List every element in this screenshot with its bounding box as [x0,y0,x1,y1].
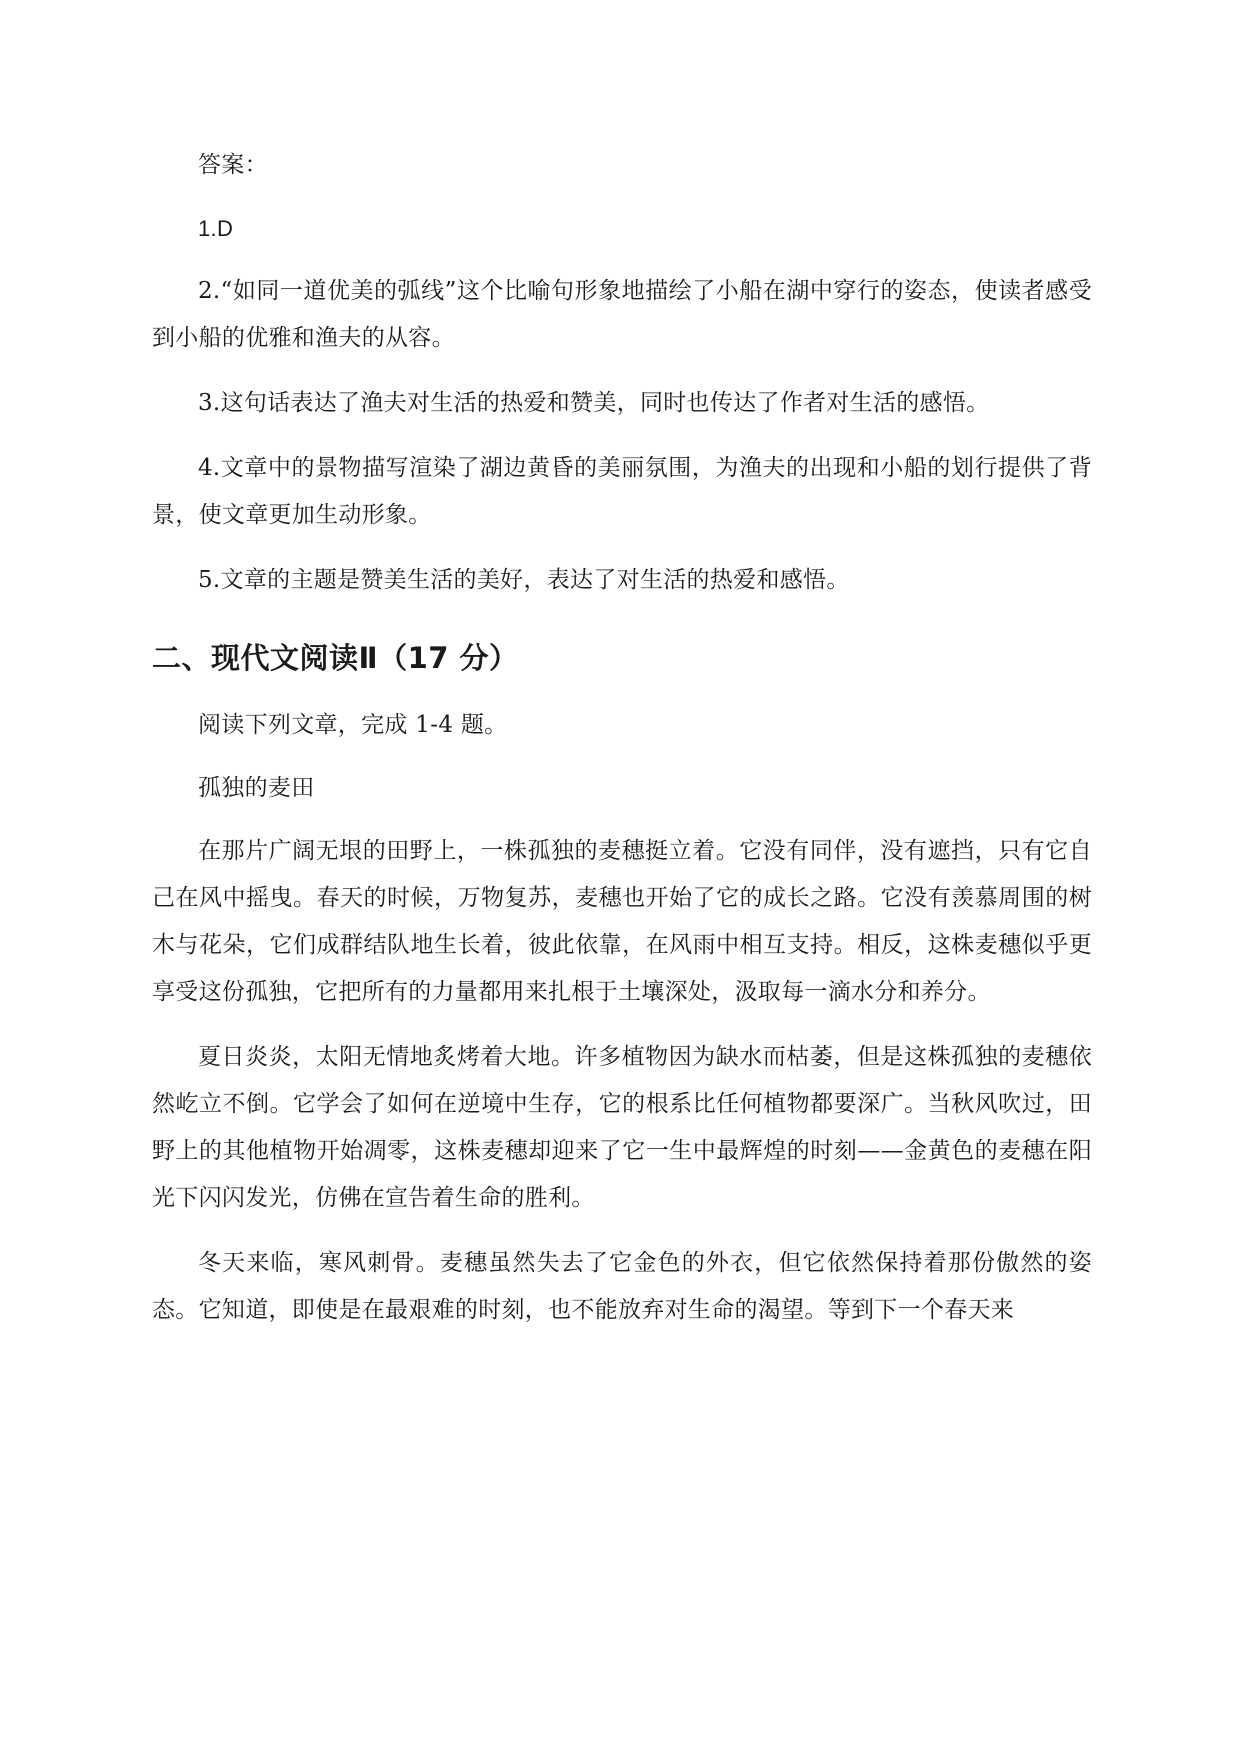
article-paragraph-3: 冬天来临，寒风刺骨。麦穗虽然失去了它金色的外衣，但它依然保持着那份傲然的姿态。它知道，即使是在最艰难的时刻，也不能放弃对生命的渴望。等到下一个春天来 [152,1250,1092,1323]
answer-1: 1.D [198,216,234,241]
article-paragraph-1: 在那片广阔无垠的田野上，一株孤独的麦穗挺立着。它没有同伴，没有遮挡，只有它自己在风中摇曳。春天的时候，万物复苏，麦穗也开始了它的成长之路。它没有羡慕周围的树木与花朵，它们成群结队地生长着，彼此依靠，在风雨中相互支持。相反，这株麦穗似乎更享受这份孤独，它把所有的力量都用来扎根于土壤深处，汲取每一滴水分和养分。 [152,838,1092,1005]
answers-label: 答案： [198,152,268,178]
article-title: 孤独的麦田 [198,775,315,801]
answer-2: 2.“如同一道优美的弧线”这个比喻句形象地描绘了小船在湖中穿行的姿态，使读者感受到小船的优雅和渔夫的从容。 [152,278,1092,351]
document-page [152,142,1092,1352]
section-heading: 二、现代文阅读Ⅱ（17 分） [152,641,519,675]
answer-3: 3.这句话表达了渔夫对生活的热爱和赞美，同时也传达了作者对生活的感悟。 [198,390,990,416]
answer-5: 5.文章的主题是赞美生活的美好，表达了对生活的热爱和感悟。 [198,567,850,593]
reading-instruction: 阅读下列文章，完成 1-4 题。 [198,712,508,738]
article-paragraph-2: 夏日炎炎，太阳无情地炙烤着大地。许多植物因为缺水而枯萎，但是这株孤独的麦穗依然屹立不倒。它学会了如何在逆境中生存，它的根系比任何植物都要深广。当秋风吹过，田野上的其他植物开始凋零，这株麦穗却迎来了它一生中最辉煌的时刻——金黄色的麦穗在阳光下闪闪发光，仿佛在宣告着生命的胜利。 [152,1044,1092,1211]
answer-4: 4.文章中的景物描写渲染了湖边黄昏的美丽氛围，为渔夫的出现和小船的划行提供了背景，使文章更加生动形象。 [152,455,1092,528]
